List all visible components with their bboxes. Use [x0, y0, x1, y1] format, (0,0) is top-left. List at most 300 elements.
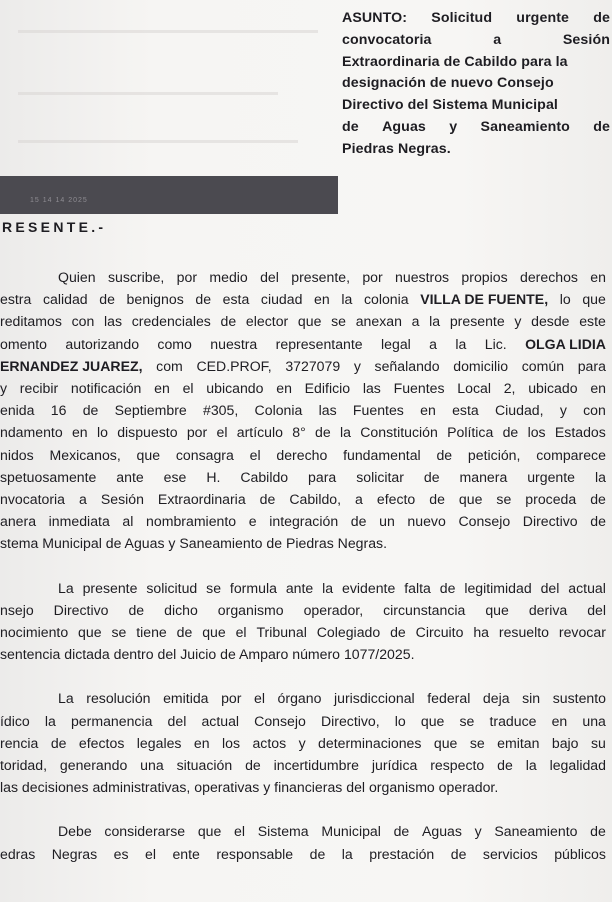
word: de	[245, 757, 261, 774]
word: en	[154, 380, 170, 397]
word: solicitar	[356, 468, 404, 485]
word: manera	[459, 468, 508, 485]
word: el	[145, 845, 156, 862]
word: Saneamiento	[494, 823, 578, 840]
word: autorizando	[65, 335, 140, 352]
word: que	[197, 823, 222, 840]
text-line	[0, 577, 606, 599]
word: que	[202, 624, 226, 641]
word: la	[594, 468, 606, 485]
word: que	[136, 446, 161, 463]
word: dicho	[164, 601, 198, 618]
word: estra	[0, 291, 32, 308]
word: se	[469, 734, 485, 751]
word: petición,	[467, 446, 521, 463]
bleed-through-shadow	[18, 140, 298, 143]
word: Directivo	[522, 513, 578, 530]
word: Debe	[58, 823, 92, 840]
paragraph	[0, 266, 606, 555]
word: en	[71, 424, 88, 441]
word: los	[527, 424, 546, 441]
word: ciudad	[260, 291, 303, 308]
word: recibir	[19, 380, 59, 397]
word: de	[497, 757, 513, 774]
word: de	[429, 491, 445, 508]
asunto-line	[342, 95, 610, 117]
word: respecto	[430, 757, 485, 774]
text-line	[0, 355, 606, 377]
word: las	[362, 380, 381, 397]
word: que	[78, 624, 102, 641]
word: Ciudad,	[494, 402, 544, 419]
word: a	[411, 313, 420, 330]
word: del	[587, 601, 606, 618]
word: de	[390, 624, 406, 641]
word: colonia	[363, 291, 409, 308]
word: por	[176, 269, 198, 285]
word: a	[493, 31, 502, 48]
word: Saneamiento	[480, 118, 570, 135]
word: de	[259, 491, 276, 508]
text-line	[0, 687, 606, 709]
word: Constitución	[360, 424, 438, 441]
word: derecho	[276, 446, 328, 463]
word: la	[455, 335, 467, 352]
word: urgente	[527, 468, 576, 485]
word: de	[350, 513, 367, 530]
word: ídico	[0, 712, 30, 729]
word: esta	[222, 291, 250, 308]
word: ASUNTO:	[342, 10, 408, 26]
word: Colonia	[254, 402, 303, 419]
asunto-line	[342, 52, 610, 74]
word: Fuentes	[352, 402, 404, 419]
word: de	[393, 823, 410, 840]
word: domicilio	[453, 357, 509, 374]
word: OLGA LIDIA	[525, 335, 606, 352]
word: en	[590, 380, 606, 397]
word: el	[234, 823, 246, 840]
word: anexan	[355, 313, 402, 330]
word: el	[235, 624, 247, 641]
text-line	[0, 532, 606, 554]
word: formula	[229, 579, 277, 596]
word: por	[362, 269, 383, 285]
word: de	[439, 579, 456, 596]
word: los	[222, 734, 241, 751]
word: bajo	[551, 734, 579, 751]
word: Sesión	[562, 31, 610, 48]
word: presente	[449, 313, 505, 330]
word: omento	[0, 335, 48, 352]
word: reditamos	[0, 313, 62, 330]
word: por	[186, 424, 208, 441]
word: toridad,	[0, 757, 48, 774]
word: nuestra	[210, 335, 258, 352]
word: y	[0, 380, 8, 397]
word: emitan	[497, 734, 540, 751]
word: jurídica	[371, 757, 418, 774]
word: las	[104, 313, 123, 330]
word: stema Municipal de Aguas y Saneamiento de Piedras Negras.	[0, 535, 388, 552]
word: #305,	[203, 402, 239, 419]
word: elector	[245, 313, 289, 330]
word: emitida	[163, 690, 209, 707]
word: actual	[201, 712, 240, 729]
text-line	[0, 444, 606, 466]
word: se	[496, 491, 512, 508]
word: que	[433, 734, 458, 751]
word: Local	[457, 380, 491, 397]
word: edras	[0, 845, 36, 862]
word: de	[593, 10, 610, 26]
word: que	[485, 601, 509, 618]
word: y	[514, 313, 522, 330]
word: lo	[559, 291, 571, 308]
word: Piedras Negras.	[342, 140, 451, 157]
word: evidente	[342, 579, 396, 596]
word: la	[429, 313, 441, 330]
word: ante	[116, 468, 144, 485]
word: de	[220, 313, 237, 330]
word: que	[420, 712, 445, 729]
word: se	[206, 579, 222, 596]
text-line	[0, 754, 606, 776]
word: ante	[285, 579, 314, 596]
word: nuestros	[395, 269, 450, 285]
text-line	[0, 732, 606, 754]
word: dispuesto	[117, 424, 178, 441]
word: suscribe,	[107, 269, 165, 285]
word: en	[314, 291, 330, 308]
word: en	[590, 269, 606, 285]
word: Septiembre	[114, 402, 187, 419]
word: resuelto	[498, 624, 550, 641]
word: de	[423, 468, 440, 485]
text-line	[0, 643, 606, 665]
word: efectos	[78, 734, 125, 751]
word: 3727079	[285, 357, 341, 374]
word: de	[176, 624, 193, 641]
word: de	[342, 118, 359, 135]
word: generando	[59, 757, 128, 774]
word: este	[579, 313, 606, 330]
word: ndamento	[0, 424, 63, 441]
word: credenciales	[131, 313, 211, 330]
word: deja	[482, 690, 510, 707]
word: enida	[0, 402, 35, 419]
word: al	[122, 513, 134, 530]
word: las decisiones administrativas, operativas y financieras del organismo operador.	[0, 779, 499, 796]
word: incertidumbre	[273, 757, 360, 774]
word: en	[420, 402, 436, 419]
text-line	[0, 399, 606, 421]
word: legitimidad	[464, 579, 532, 596]
text-line	[0, 466, 606, 488]
word: de	[450, 845, 467, 862]
word: Tribunal	[256, 624, 307, 641]
paragraph	[0, 820, 606, 864]
word: servicios	[482, 845, 538, 862]
word: actos	[252, 734, 287, 751]
word: de	[502, 424, 519, 441]
word: Solicitud	[431, 10, 493, 26]
word: inmediata	[48, 513, 110, 530]
word: a	[355, 491, 363, 508]
word: un	[379, 513, 395, 530]
word: y	[353, 357, 361, 374]
word: H.	[206, 468, 221, 485]
word: tiene	[136, 624, 167, 641]
word: Aguas	[382, 118, 426, 135]
word: e	[248, 513, 257, 530]
word: ERNANDEZ JUAREZ,	[0, 357, 143, 374]
word: Circuito	[415, 624, 464, 641]
word: operador,	[303, 601, 364, 618]
word: legalidad	[549, 757, 606, 774]
word: Consejo	[458, 513, 511, 530]
word: actual	[568, 579, 606, 596]
word: legales	[136, 734, 182, 751]
word: esta	[452, 402, 479, 419]
word: se	[111, 624, 127, 641]
word: deriva	[528, 601, 568, 618]
word: prestación	[369, 845, 435, 862]
word: las	[318, 402, 337, 419]
word: desde	[531, 313, 570, 330]
word: comparece	[536, 446, 606, 463]
word: Estados	[554, 424, 606, 441]
word: públicos	[554, 845, 606, 862]
word: 16	[50, 402, 67, 419]
text-line	[0, 333, 606, 355]
word: nuevo	[407, 513, 446, 530]
word: a	[79, 491, 87, 508]
word: CED.PROF,	[196, 357, 272, 374]
word: de	[590, 823, 606, 840]
word: legal	[381, 335, 411, 352]
word: en	[193, 734, 210, 751]
word: derechos	[519, 269, 578, 285]
word: Sistema	[257, 823, 309, 840]
word: ente	[172, 845, 200, 862]
word: solicitud	[146, 579, 198, 596]
word: y	[449, 118, 458, 135]
word: que	[458, 491, 483, 508]
word: nvocatoria	[0, 491, 66, 508]
word: ubicado	[528, 380, 578, 397]
word: se	[331, 313, 347, 330]
word: el	[182, 380, 194, 397]
word: designación de nuevo Consejo	[342, 75, 554, 92]
word: órgano	[277, 690, 322, 707]
word: ha	[473, 624, 489, 641]
word: el	[254, 690, 265, 707]
word: del	[167, 712, 187, 729]
word: resolución	[86, 690, 151, 707]
word: de	[50, 734, 67, 751]
word: benignos	[126, 291, 184, 308]
word: jurisdiccional	[334, 690, 415, 707]
word: Política	[447, 424, 494, 441]
word: en	[551, 712, 568, 729]
word: anera	[0, 513, 37, 530]
word: spetuosamente	[0, 468, 97, 485]
word: a	[429, 335, 438, 352]
word: de	[590, 491, 606, 508]
word: Cabildo	[240, 468, 289, 485]
text-line	[0, 820, 606, 842]
word: organismo	[217, 601, 284, 618]
asunto-line	[342, 117, 610, 139]
text-line	[0, 421, 606, 443]
letter-body	[0, 266, 606, 887]
word: la	[339, 424, 351, 441]
text-line	[0, 710, 606, 732]
word: común	[521, 357, 565, 374]
word: de	[128, 601, 145, 618]
word: Lic.	[484, 335, 507, 352]
word: para	[577, 357, 606, 374]
word: considerarse	[104, 823, 186, 840]
word: de	[82, 402, 99, 419]
word: Negras	[51, 845, 98, 862]
bleed-through-shadow	[18, 92, 278, 95]
word: urgente	[516, 10, 570, 26]
greeting-presente: RESENTE.-	[2, 219, 107, 235]
word: integración	[269, 513, 339, 530]
word: falta	[404, 579, 431, 596]
word: la	[44, 712, 56, 729]
word: con	[583, 402, 606, 419]
word: una	[582, 712, 606, 729]
word: 8°	[292, 424, 306, 441]
word: calidad	[42, 291, 88, 308]
word: traduce	[489, 712, 537, 729]
word: notificación	[70, 380, 142, 397]
word: com	[156, 357, 183, 374]
text-line	[0, 621, 606, 643]
word: efecto	[376, 491, 416, 508]
word: representante	[275, 335, 363, 352]
redaction-stamp-bar	[0, 176, 338, 214]
word: Extraordinaria de Cabildo para la	[342, 53, 568, 70]
word: artículo	[236, 424, 283, 441]
word: Municipal	[321, 823, 381, 840]
word: del	[540, 579, 560, 596]
word: y	[298, 734, 306, 751]
word: Fuentes	[393, 380, 445, 397]
text-line	[0, 310, 606, 332]
word: revocar	[558, 624, 606, 641]
word: de	[436, 446, 453, 463]
word: nocimiento	[0, 624, 69, 641]
word: una	[140, 757, 164, 774]
word: en	[276, 380, 292, 397]
word: Colegiado	[316, 624, 381, 641]
word: de	[315, 424, 331, 441]
word: La	[58, 690, 74, 707]
word: su	[590, 734, 606, 751]
word: Mexicanos,	[49, 446, 121, 463]
asunto-block	[342, 8, 610, 161]
word: de	[195, 291, 212, 308]
word: nombramiento	[146, 513, 237, 530]
asunto-line	[342, 30, 610, 52]
word: se	[459, 712, 475, 729]
word: responsable	[216, 845, 294, 862]
word: la	[322, 579, 334, 596]
word: la	[341, 845, 353, 862]
word: lo	[394, 712, 406, 729]
stamp-text: 15 14 14 2025	[30, 197, 88, 204]
word: Edificio	[304, 380, 351, 397]
word: sentencia dictada dentro del Juicio de Amparo número 1077/2025.	[0, 646, 415, 663]
word: sin	[522, 690, 541, 707]
asunto-line	[342, 8, 610, 30]
text-line	[0, 377, 606, 399]
word: Cabildo,	[289, 491, 342, 508]
word: VILLA DE FUENTE,	[420, 291, 549, 308]
word: por	[221, 690, 242, 707]
word: y	[474, 823, 482, 840]
word: situación	[176, 757, 233, 774]
word: sustento	[552, 690, 606, 707]
word: 2,	[503, 380, 516, 397]
word: que	[297, 313, 322, 330]
word: rencia	[0, 734, 39, 751]
text-line	[0, 776, 606, 798]
text-line	[0, 599, 606, 621]
word: es	[113, 845, 129, 862]
bleed-through-shadow	[18, 30, 318, 33]
word: para	[308, 468, 337, 485]
word: y	[559, 402, 567, 419]
word: el	[249, 446, 261, 463]
text-line	[0, 488, 606, 510]
word: Aguas	[421, 823, 462, 840]
word: propios	[461, 269, 508, 285]
word: el	[216, 424, 228, 441]
asunto-line	[342, 139, 610, 161]
word: la	[341, 291, 353, 308]
word: Sesión	[100, 491, 144, 508]
text-line	[0, 266, 606, 288]
word: Consejo	[254, 712, 306, 729]
word: presente,	[291, 269, 350, 285]
word: nidos	[0, 446, 34, 463]
word: Extraordinaria	[157, 491, 246, 508]
word: con	[71, 313, 95, 330]
word: de	[593, 118, 610, 135]
word: convocatoria	[342, 31, 432, 48]
word: fundamental	[343, 446, 421, 463]
word: del	[260, 269, 279, 285]
word: de	[590, 513, 606, 530]
word: señalando	[374, 357, 440, 374]
word: Directivo,	[320, 712, 380, 729]
word: medio	[209, 269, 248, 285]
asunto-line	[342, 73, 610, 95]
word: proceda	[525, 491, 577, 508]
word: de	[99, 291, 115, 308]
word: permanencia	[70, 712, 153, 729]
word: nsejo	[0, 601, 34, 618]
word: Quien	[58, 269, 96, 285]
word: de	[309, 845, 326, 862]
word: lo	[96, 424, 108, 441]
word: federal	[427, 690, 471, 707]
